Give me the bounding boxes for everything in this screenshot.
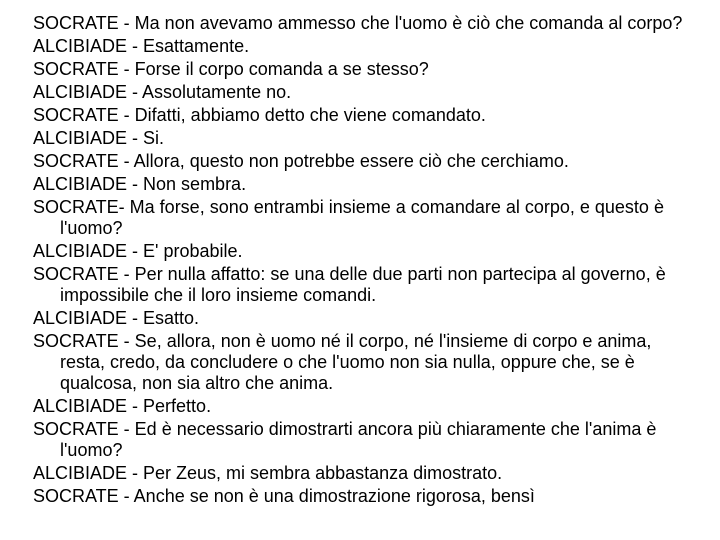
dialogue-line: ALCIBIADE - Perfetto. xyxy=(33,396,212,416)
dialogue-line: ALCIBIADE - Assolutamente no. xyxy=(33,82,292,102)
dialogue-line: SOCRATE - Allora, questo non potrebbe essere ciò che cerchiamo. xyxy=(33,151,569,171)
dialogue-line: ALCIBIADE - E' probabile. xyxy=(33,241,243,261)
dialogue-line: SOCRATE - Ed è necessario dimostrarti ancora più chiaramente che l'anima è l'uomo? xyxy=(33,419,657,460)
dialogue-line: ALCIBIADE - Esatto. xyxy=(33,308,200,328)
dialogue-line: ALCIBIADE - Non sembra. xyxy=(33,174,247,194)
dialogue-line: SOCRATE - Ma non avevamo ammesso che l'uomo è ciò che comanda al corpo? xyxy=(33,13,683,33)
dialogue-line: ALCIBIADE - Si. xyxy=(33,128,165,148)
dialogue-line: SOCRATE - Anche se non è una dimostrazione rigorosa, bensì xyxy=(33,486,535,506)
dialogue-line: ALCIBIADE - Per Zeus, mi sembra abbastanza dimostrato. xyxy=(33,463,503,483)
dialogue-line: ALCIBIADE - Esattamente. xyxy=(33,36,250,56)
dialogue-line: SOCRATE - Per nulla affatto: se una delle due parti non partecipa al governo, è impossibile che il loro insieme comandi. xyxy=(33,264,666,305)
dialogue-line: SOCRATE - Difatti, abbiamo detto che viene comandato. xyxy=(33,105,486,125)
dialogue-line: SOCRATE - Forse il corpo comanda a se stesso? xyxy=(33,59,429,79)
dialogue-line: SOCRATE- Ma forse, sono entrambi insieme a comandare al corpo, e questo è l'uomo? xyxy=(33,197,664,238)
dialogue-text xyxy=(33,13,693,509)
dialogue-line: SOCRATE - Se, allora, non è uomo né il corpo, né l'insieme di corpo e anima, resta, credo, da concludere o che l'uomo non sia nulla, oppure che, se è qualcosa, non sia altro che anima. xyxy=(33,331,652,393)
